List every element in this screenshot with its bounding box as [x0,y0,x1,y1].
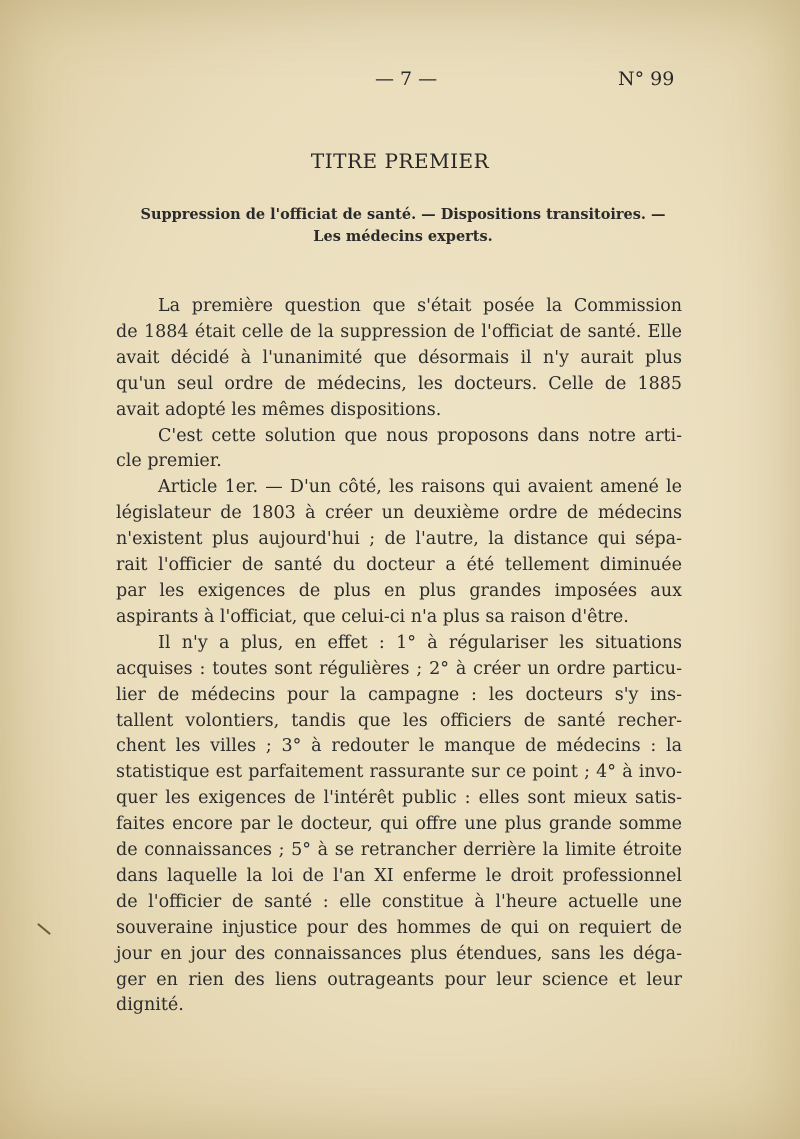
text-line: C'est cette solution que nous proposons dans notre arti- [158,425,682,446]
section-subtitle [116,204,690,248]
text-line: faites encore par le docteur, qui offre une plus grande somme [116,814,682,835]
text-line: tallent volontiers, tandis que les officiers de santé recher- [116,710,682,731]
text-line: cle premier. [116,451,222,472]
text-line: aspirants à l'officiat, que celui-ci n'a plus sa raison d'être. [116,606,629,627]
text-line: avait décidé à l'unanimité que désormais il n'y aurait plus [116,347,682,368]
text-line: lier de médecins pour la campagne : les docteurs s'y ins- [116,684,682,705]
text-line: Article 1er. — D'un côté, les raisons qui avaient amené le [158,477,682,498]
text-line: n'existent plus aujourd'hui ; de l'autre, la distance qui sépa- [116,529,682,550]
text-line: statistique est parfaitement rassurante sur ce point ; 4° à invo- [116,762,682,783]
text-line: dans laquelle la loi de l'an XI enferme le droit professionnel [116,865,682,886]
subtitle-line: Les médecins experts. [313,228,493,245]
text-line: de l'officier de santé : elle constitue à l'heure actuelle une [116,891,682,912]
text-line: rait l'officier de santé du docteur a été tellement diminuée [116,555,682,576]
text-line: Il n'y a plus, en effet : 1° à régulariser les situations [158,632,682,653]
text-line: chent les villes ; 3° à redouter le manque de médecins : la [116,736,682,757]
text-line: avait adopté les mêmes dispositions. [116,399,442,420]
text-line: dignité. [116,995,184,1016]
text-line: qu'un seul ordre de médecins, les docteurs. Celle de 1885 [116,373,682,394]
text-line: acquises : toutes sont régulières ; 2° à créer un ordre particu- [116,658,682,679]
text-line: quer les exigences de l'intérêt public : elles sont mieux satis- [116,788,682,809]
subtitle-line: Suppression de l'officiat de santé. — Dispositions transitoires. — [140,206,666,223]
text-line: de 1884 était celle de la suppression de l'officiat de santé. Elle [116,321,682,342]
text-line: La première question que s'était posée la Commission [158,296,682,316]
paper-mark [37,923,51,935]
text-line: jour en jour des connaissances plus étendues, sans les déga- [116,943,682,964]
page-number: — 7 — [375,68,438,90]
text-line: souveraine injustice pour des hommes de qui on requiert de [116,917,682,938]
section-title: TITRE PREMIER [310,149,490,173]
text-line: par les exigences de plus en plus grandes imposées aux [116,580,682,601]
text-line: législateur de 1803 à créer un deuxième ordre de médecins [116,503,682,524]
body-text [116,294,682,1019]
text-line: de connaissances ; 5° à se retrancher derrière la limite étroite [116,840,682,861]
page-header [0,68,800,98]
document-number: N° 99 [618,68,675,90]
text-line: ger en rien des liens outrageants pour leur science et leur [116,969,682,990]
